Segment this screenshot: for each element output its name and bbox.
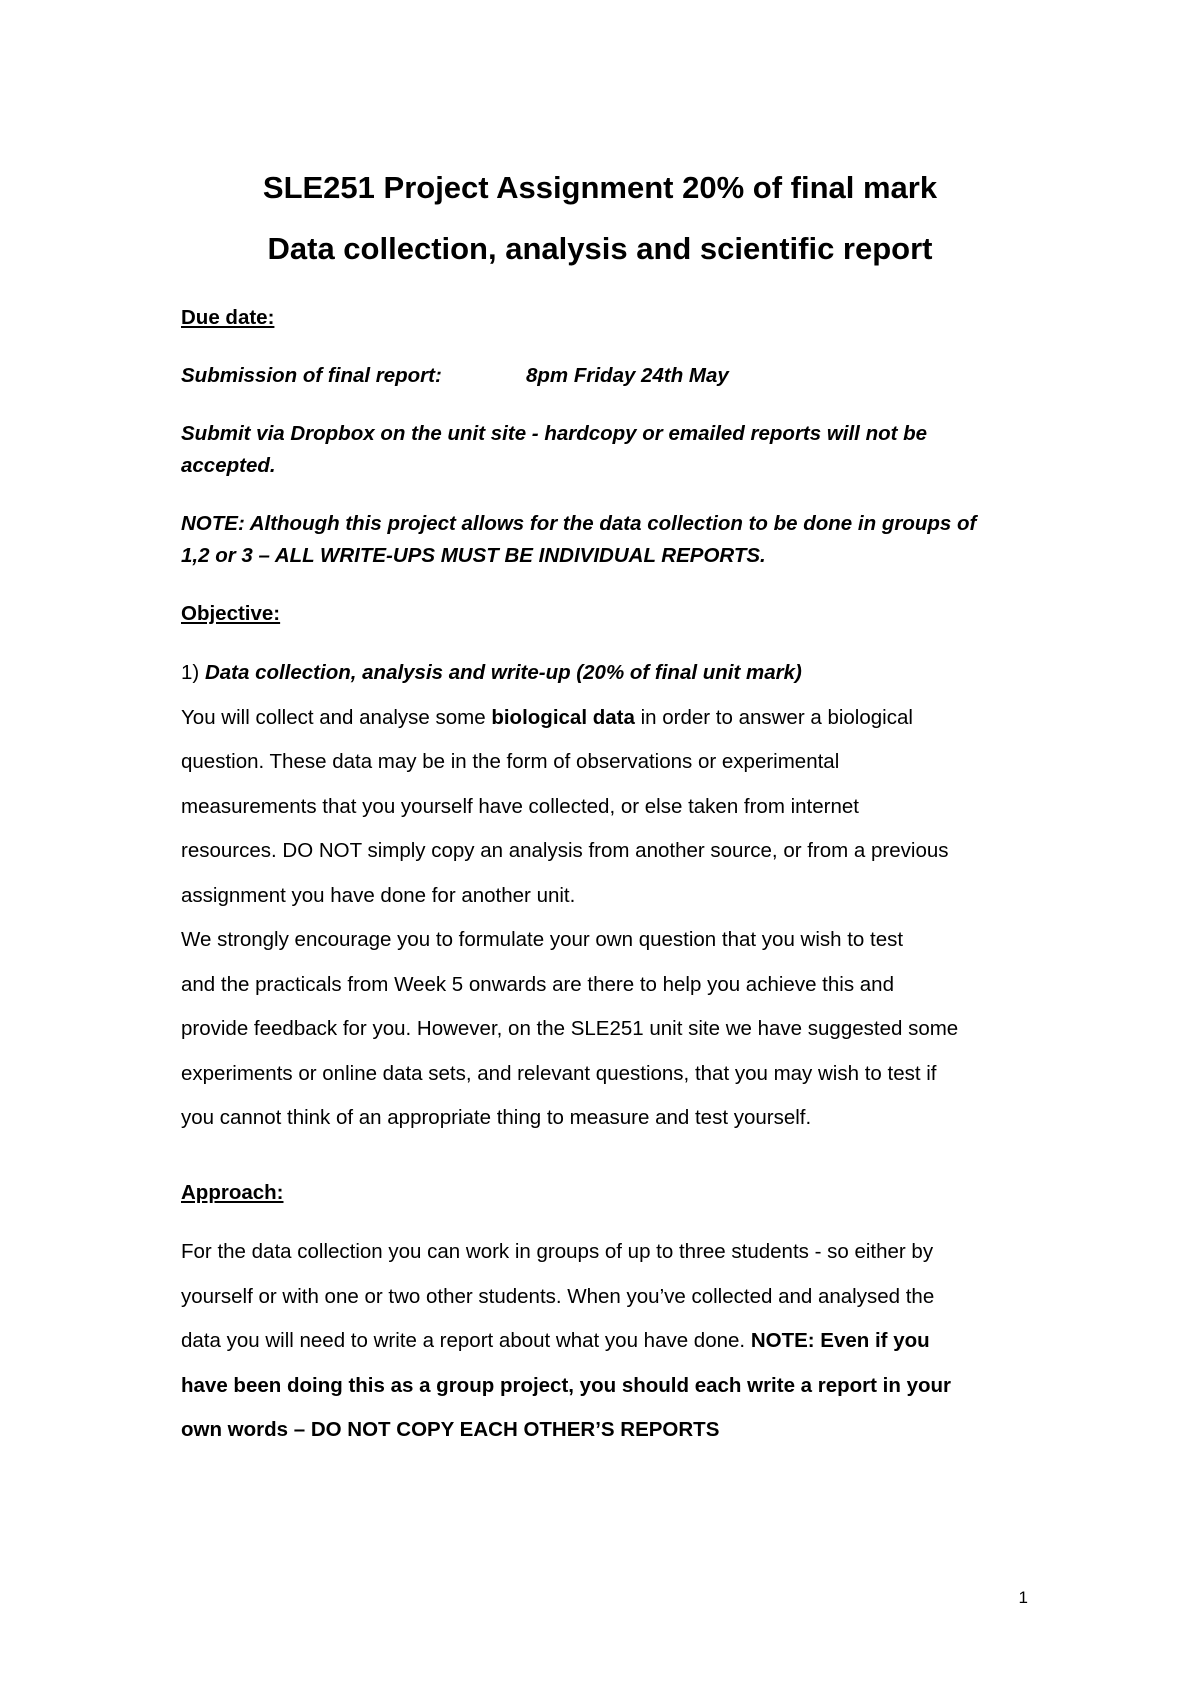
objective-line-10: you cannot think of an appropriate thing to measure and test yourself.	[181, 1106, 812, 1129]
submission-label: Submission of final report:	[181, 364, 442, 387]
objective-line-2: question. These data may be in the form of observations or experimental	[181, 750, 840, 773]
objective-line-1-b: biological data	[491, 706, 635, 729]
submit-line-2: accepted.	[181, 454, 276, 477]
due-date-heading: Due date:	[181, 306, 275, 329]
approach-heading: Approach:	[181, 1181, 284, 1204]
objective-item-number: 1)	[181, 661, 205, 684]
objective-line-8: provide feedback for you. However, on the SLE251 unit site we have suggested some	[181, 1017, 959, 1040]
submit-line-1: Submit via Dropbox on the unit site - hardcopy or emailed reports will not be	[181, 422, 928, 445]
objective-item-text: Data collection, analysis and write-up (20% of final unit mark)	[204, 661, 802, 684]
document-title: SLE251 Project Assignment 20% of final mark	[262, 170, 938, 205]
approach-line-3-a: data you will need to write a report about what you have done.	[181, 1329, 751, 1352]
approach-line-1: For the data collection you can work in groups of up to three students - so either by	[181, 1240, 934, 1263]
objective-line-1-c: in order to answer a biological	[634, 706, 913, 729]
approach-line-3-b: NOTE: Even if you	[750, 1329, 930, 1352]
objective-line-7: and the practicals from Week 5 onwards are there to help you achieve this and	[181, 973, 894, 996]
approach-line-4: have been doing this as a group project, you should each write a report in your	[181, 1374, 952, 1397]
objective-line-5: assignment you have done for another unit.	[181, 884, 576, 907]
submission-value: 8pm Friday 24th May	[526, 364, 729, 387]
objective-line-6: We strongly encourage you to formulate your own question that you wish to test	[181, 928, 904, 951]
approach-line-3	[181, 1329, 1041, 1353]
objective-heading: Objective:	[181, 602, 281, 625]
note-line-1: NOTE: Although this project allows for the data collection to be done in groups of	[181, 512, 977, 535]
note-line-2: 1,2 or 3 – ALL WRITE-UPS MUST BE INDIVIDUAL REPORTS.	[181, 544, 766, 567]
approach-line-5: own words – DO NOT COPY EACH OTHER’S REPORTS	[181, 1418, 720, 1441]
document-subtitle: Data collection, analysis and scientific report	[267, 231, 933, 266]
approach-line-2: yourself or with one or two other students. When you’ve collected and analysed the	[181, 1285, 935, 1308]
objective-line-3: measurements that you yourself have collected, or else taken from internet	[181, 795, 859, 818]
page-number: 1	[1018, 1588, 1028, 1607]
submission-line	[181, 364, 1041, 388]
objective-line-9: experiments or online data sets, and relevant questions, that you may wish to test if	[181, 1062, 937, 1085]
objective-item	[181, 661, 1041, 685]
objective-line-1	[181, 706, 1041, 730]
objective-line-1-a: You will collect and analyse some	[181, 706, 492, 729]
objective-line-4: resources. DO NOT simply copy an analysis from another source, or from a previous	[181, 839, 949, 862]
